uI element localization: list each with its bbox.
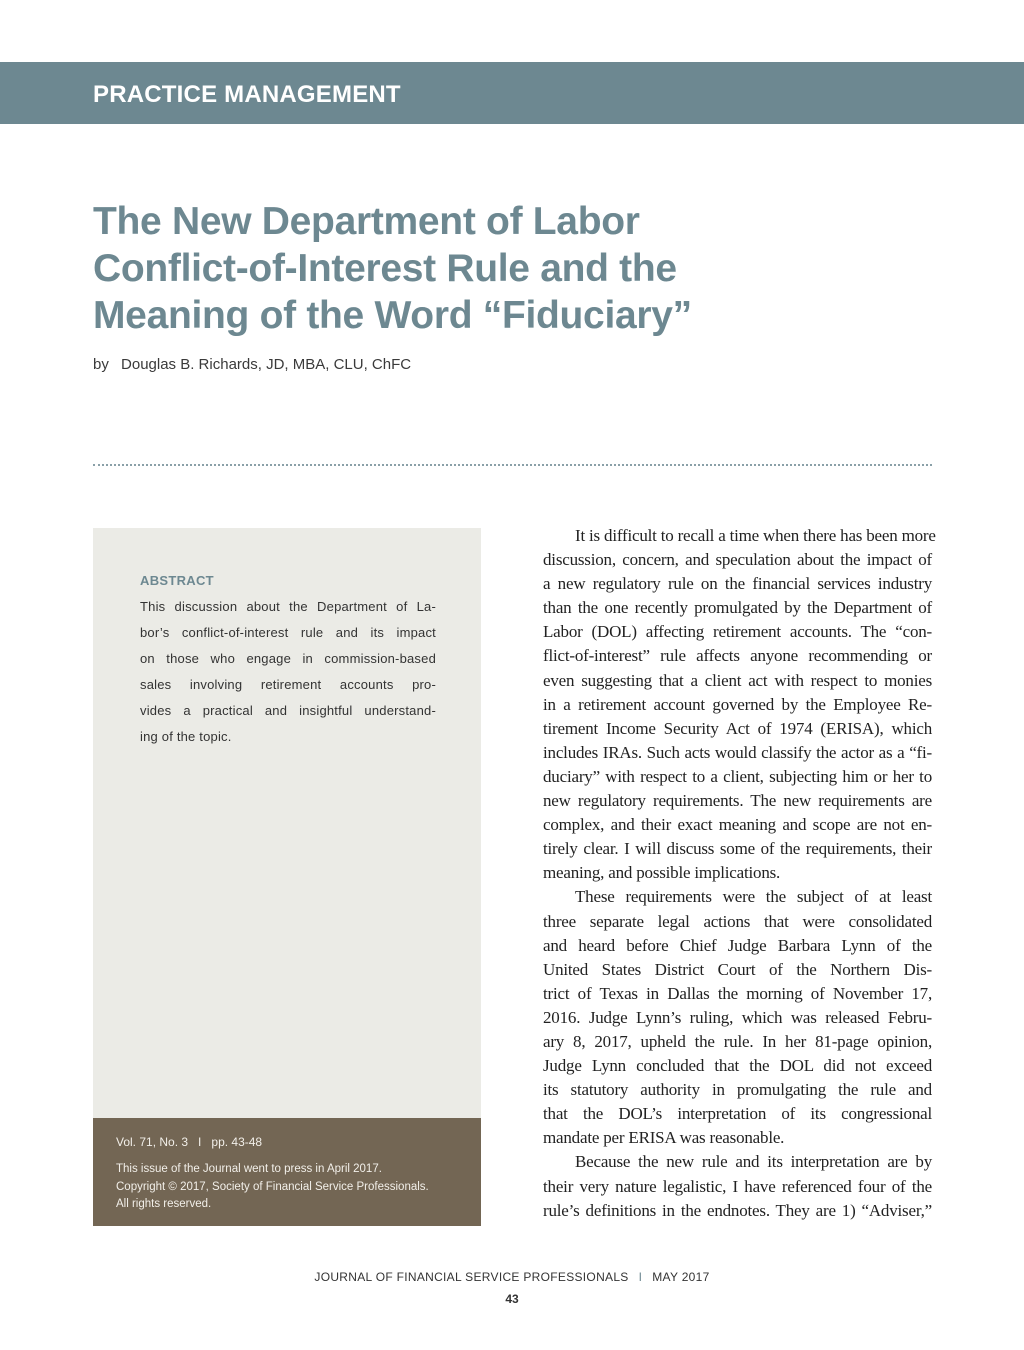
article-title [93, 198, 853, 339]
body-line: meaning, and possible implications. [543, 863, 781, 883]
article-body [543, 524, 936, 1223]
body-line: It is difficult to recall a time when there has been more [575, 526, 936, 545]
body-line: ary 8, 2017, upheld the rule. In her 81-page opinion, [543, 1031, 932, 1051]
footer-separator: I [638, 1270, 643, 1284]
body-line: trict of Texas in Dallas the morning of November 17, [543, 983, 932, 1003]
abstract-line: ing of the topic. [140, 729, 232, 744]
body-line: Judge Lynn concluded that the DOL did not exceed [543, 1056, 932, 1076]
body-line: 2016. Judge Lynn’s ruling, which was released Febru- [543, 1007, 932, 1027]
body-line: includes IRAs. Such acts would classify the actor as a “fi- [543, 742, 932, 762]
title-line: Conflict-of-Interest Rule and the [93, 247, 677, 290]
body-line: mandate per ERISA was reasonable. [543, 1128, 785, 1148]
press-line: All rights reserved. [116, 1198, 212, 1210]
journal-name: JOURNAL OF FINANCIAL SERVICE PROFESSIONALS [314, 1270, 629, 1284]
body-line: their very nature legalistic, I have referenced four of the [543, 1176, 932, 1196]
author-name: Douglas B. Richards, JD, MBA, CLU, ChFC [121, 356, 412, 373]
abstract-line: sales involving retirement accounts pro- [140, 677, 436, 692]
page-number: 43 [505, 1292, 519, 1306]
body-line: duciary” with respect to a client, subjecting him or her to [543, 766, 932, 786]
abstract-line: on those who engage in commission-based [140, 651, 436, 666]
body-line: and heard before Chief Judge Barbara Lynn of the [543, 935, 932, 955]
body-line: than the one recently promulgated by the Department of [543, 598, 932, 618]
body-line: even suggesting that a client act with respect to monies [543, 670, 932, 690]
abstract-line: vides a practical and insightful understand- [140, 703, 436, 718]
body-line: These requirements were the subject of at least [575, 887, 932, 907]
abstract-line: bor’s conflict-of-interest rule and its impact [140, 625, 436, 640]
body-line: its statutory authority in promulgating the rule and [543, 1080, 932, 1100]
title-line: The New Department of Labor [93, 200, 640, 243]
body-line: discussion, concern, and speculation about the impact of [543, 550, 932, 570]
body-line: flict-of-interest” rule affects anyone recommending or [543, 646, 932, 666]
copyright-notice [116, 1161, 429, 1214]
publication-info-box [93, 1118, 481, 1226]
abstract-text [140, 598, 436, 754]
body-line: three separate legal actions that were consolidated [543, 911, 932, 931]
title-line: Meaning of the Word “Fiduciary” [93, 294, 692, 337]
body-line: that the DOL’s interpretation of its congressional [543, 1104, 932, 1124]
volume-number: Vol. 71, No. 3 [116, 1135, 189, 1149]
press-line: This issue of the Journal went to press in April 2017. [116, 1163, 382, 1175]
byline [93, 356, 411, 373]
abstract-box [93, 528, 481, 1118]
body-line: a new regulatory rule on the financial services industry [543, 574, 932, 594]
abstract-heading: ABSTRACT [140, 573, 214, 588]
body-line: United States District Court of the Northern Dis- [543, 959, 932, 979]
page-range: pp. 43-48 [211, 1135, 263, 1149]
press-line: Copyright © 2017, Society of Financial Service Professionals. [116, 1180, 429, 1193]
body-line: new regulatory requirements. The new requirements are [543, 791, 932, 811]
issue-date: MAY 2017 [652, 1270, 710, 1284]
body-line: rule’s definitions in the endnotes. They are 1) “Adviser,” [543, 1200, 932, 1220]
page-footer [0, 1270, 1024, 1284]
section-label: PRACTICE MANAGEMENT [93, 81, 401, 108]
abstract-line: This discussion about the Department of La- [140, 599, 436, 614]
section-header-bar [0, 62, 1024, 124]
volume-line [116, 1135, 262, 1149]
body-line: tirement Income Security Act of 1974 (ERISA), which [543, 718, 932, 738]
separator: I [198, 1135, 202, 1149]
body-line: tirely clear. I will discuss some of the requirements, their [543, 839, 932, 859]
body-line: complex, and their exact meaning and scope are not en- [543, 815, 932, 835]
body-line: in a retirement account governed by the Employee Re- [543, 694, 932, 714]
body-line: Labor (DOL) affecting retirement accounts. The “con- [543, 622, 932, 642]
byline-prefix: by [93, 356, 109, 373]
dotted-divider [93, 464, 932, 466]
body-line: Because the new rule and its interpretation are by [575, 1152, 932, 1172]
